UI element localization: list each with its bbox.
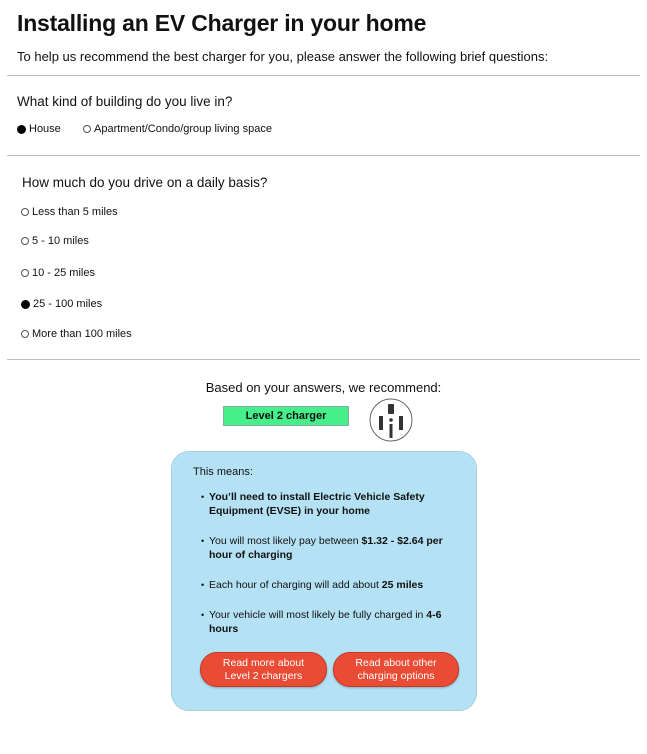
range-text: Each hour of charging will add about (209, 579, 382, 591)
list-item (202, 608, 462, 636)
details-intro: This means: (193, 466, 253, 478)
option-apartment[interactable] (83, 123, 272, 135)
option-label: Less than 5 miles (32, 206, 118, 218)
option-label: Apartment/Condo/group living space (94, 123, 272, 135)
read-more-level2-button[interactable] (200, 652, 327, 687)
divider (7, 75, 640, 76)
option-less-than-5[interactable] (21, 206, 118, 218)
read-other-options-button[interactable] (333, 652, 459, 687)
recommendation-badge: Level 2 charger (223, 406, 349, 426)
divider (7, 359, 640, 360)
divider (7, 155, 640, 156)
button-label: Read more about Level 2 chargers (222, 656, 305, 682)
radio-selected-icon[interactable] (21, 300, 30, 309)
radio-unselected-icon[interactable] (83, 125, 91, 133)
option-10-25[interactable] (21, 267, 95, 279)
cost-text: You will most likely pay between (209, 535, 362, 547)
option-25-100[interactable] (21, 298, 102, 310)
list-item (202, 490, 462, 518)
details-panel (171, 451, 477, 711)
radio-unselected-icon[interactable] (21, 330, 29, 338)
range-value: 25 miles (381, 579, 424, 591)
question-building-type: What kind of building do you live in? (17, 94, 233, 109)
button-label: Read about other charging options (355, 656, 437, 682)
ev-plug-icon (369, 398, 413, 442)
option-label: House (29, 123, 61, 135)
option-label: 10 - 25 miles (32, 267, 95, 279)
option-more-than-100[interactable] (21, 328, 132, 340)
radio-unselected-icon[interactable] (21, 237, 29, 245)
charge-time-value: 4-6 hours (209, 609, 442, 635)
question-daily-driving: How much do you drive on a daily basis? (22, 175, 268, 190)
charge-time-text: Your vehicle will most likely be fully charged in (209, 609, 427, 621)
option-house[interactable] (17, 123, 61, 135)
radio-unselected-icon[interactable] (21, 208, 29, 216)
recommendation-intro: Based on your answers, we recommend: (205, 380, 442, 395)
option-5-10[interactable] (21, 235, 89, 247)
option-label: More than 100 miles (32, 328, 132, 340)
page-title: Installing an EV Charger in your home (17, 10, 427, 36)
radio-unselected-icon[interactable] (21, 269, 29, 277)
option-label: 5 - 10 miles (32, 235, 89, 247)
details-list (202, 490, 462, 650)
option-label: 25 - 100 miles (33, 298, 103, 310)
radio-selected-icon[interactable] (17, 125, 26, 134)
cost-value: $1.32 - $2.64 per hour of charging (209, 535, 443, 561)
list-item (202, 534, 462, 562)
page-subtitle: To help us recommend the best charger for you, please answer the following brief questions: (17, 49, 549, 64)
list-item (202, 578, 462, 592)
evse-requirement: You’ll need to install Electric Vehicle Safety Equipment (EVSE) in your home (209, 491, 425, 517)
